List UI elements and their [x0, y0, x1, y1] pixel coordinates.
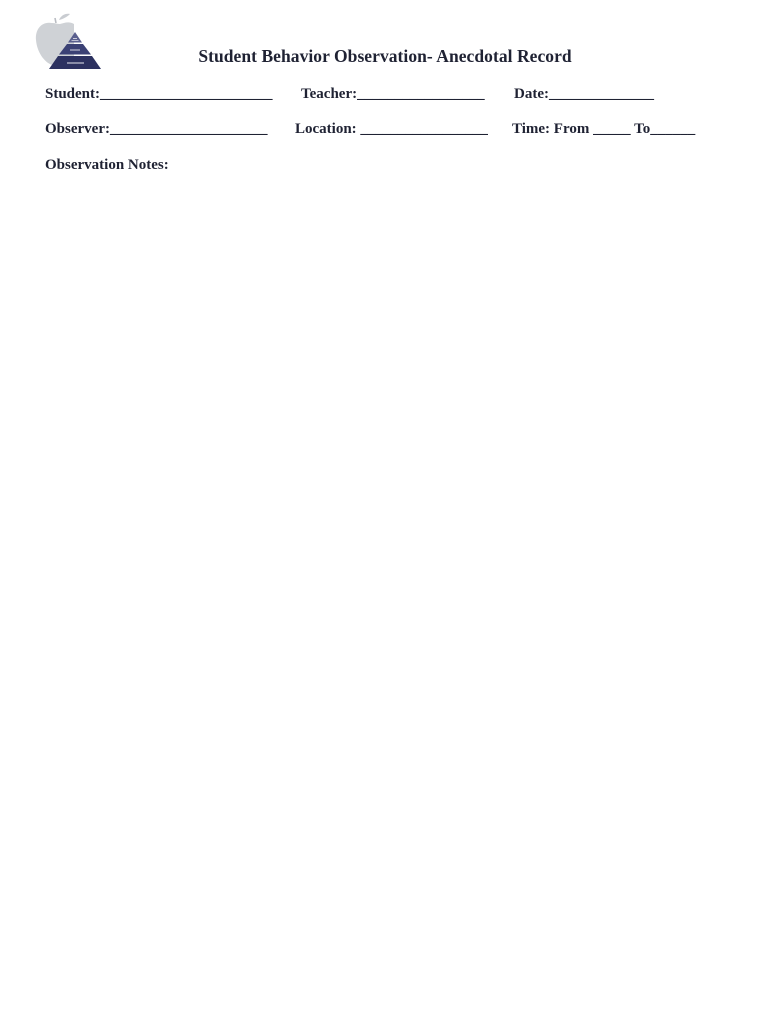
teacher-field[interactable]: Teacher:_________________	[301, 86, 485, 102]
date-field[interactable]: Date:______________	[514, 86, 654, 102]
page-title	[0, 46, 770, 67]
time-field[interactable]: Time: From _____ To______	[512, 121, 696, 137]
observer-field[interactable]: Observer:_____________________	[45, 121, 268, 137]
location-field[interactable]: Location: _________________	[295, 121, 488, 137]
student-field[interactable]: Student:_______________________	[45, 86, 273, 102]
page-title-text: Student Behavior Observation- Anecdotal Record	[198, 46, 572, 66]
observation-notes-label: Observation Notes:	[45, 157, 169, 173]
